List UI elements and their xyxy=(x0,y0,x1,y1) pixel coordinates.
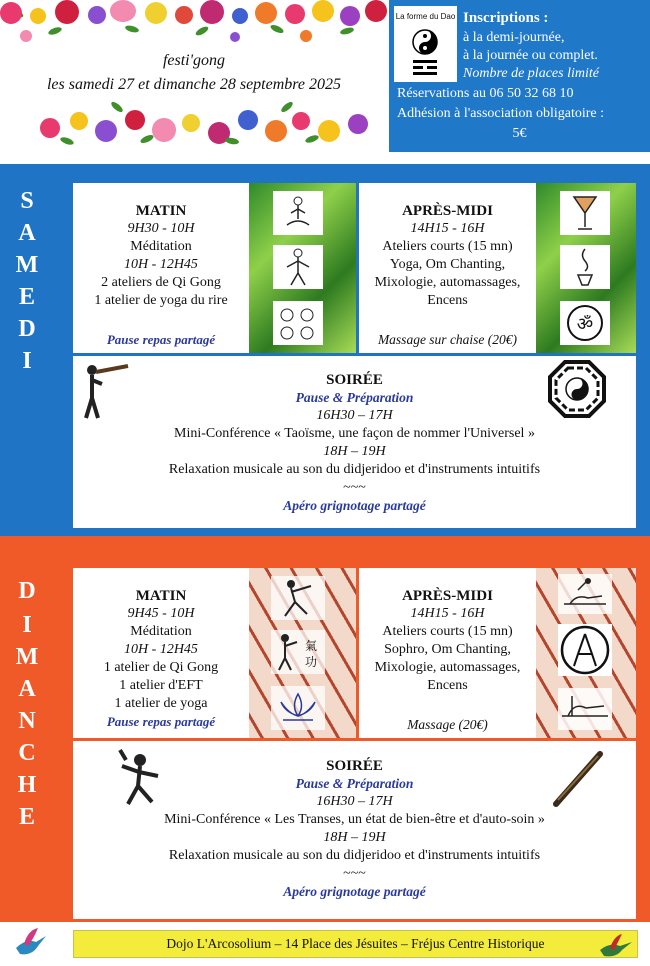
activity: 1 atelier d'EFT xyxy=(119,678,203,693)
apero-note: Apéro grignotage partagé xyxy=(283,498,426,513)
samedi-letter: E xyxy=(18,284,35,310)
activity: Ateliers courts (15 mn) xyxy=(382,624,513,639)
inscriptions-line: Nombre de places limité xyxy=(463,66,599,81)
soiree-title: SOIRÉE xyxy=(326,758,383,774)
matin-title: MATIN xyxy=(135,203,187,219)
dimanche-letter: C xyxy=(18,740,36,766)
massage-note: Massage (20€) xyxy=(407,717,488,732)
dimanche-letter: E xyxy=(18,804,35,830)
samedi-apres-midi-text xyxy=(359,202,536,310)
laughing-faces-icon xyxy=(273,301,323,345)
activity: Ateliers courts (15 mn) xyxy=(382,239,513,254)
dimanche-matin-images xyxy=(249,568,356,738)
activity: Yoga, Om Chanting, xyxy=(389,257,506,272)
logo-caption: La forme du Dao xyxy=(395,12,456,21)
inscriptions-title: Inscriptions : xyxy=(463,10,549,26)
venue-address: Dojo L'Arcosolium – 14 Place des Jésuites – Fréjus Centre Historique xyxy=(73,930,638,958)
time-slot: 10H - 12H45 xyxy=(124,257,198,272)
pause-repas-note: Pause repas partagé xyxy=(106,332,216,347)
time-slot: 18H – 19H xyxy=(323,830,386,845)
samedi-soiree-text xyxy=(73,371,636,515)
apres-midi-title: APRÈS-MIDI xyxy=(402,588,493,604)
activity: Mixologie, automassages, xyxy=(374,275,521,290)
samedi-letter: A xyxy=(18,220,36,246)
om-icon xyxy=(560,301,610,345)
samedi-matin-text xyxy=(73,202,249,310)
adhesion-text: Adhésion à l'association obligatoire : xyxy=(397,106,605,121)
massage-note: Massage sur chaise (20€) xyxy=(377,332,518,347)
dimanche-letter: D xyxy=(18,578,36,604)
activity: Méditation xyxy=(130,239,192,254)
dimanche-letter: A xyxy=(18,676,36,702)
dimanche-soiree-text xyxy=(73,757,636,901)
yin-yang-icon xyxy=(410,28,440,78)
relaxation-icon xyxy=(558,688,612,730)
prayer-hands-icon xyxy=(558,624,612,676)
conference-title: Mini-Conférence « Taoïsme, une façon de nommer l'Universel » xyxy=(174,426,535,441)
activity: Encens xyxy=(427,678,468,693)
event-name: festi'gong xyxy=(162,52,226,69)
dimanche-letter: N xyxy=(18,708,36,734)
inscriptions-line: à la journée ou complet. xyxy=(463,48,598,63)
time-slot: 14H15 - 16H xyxy=(410,221,485,236)
incense-icon xyxy=(560,245,610,289)
separator: ~~~ xyxy=(343,480,366,495)
svg-text:功: 功 xyxy=(304,655,318,669)
time-slot: 16H30 – 17H xyxy=(316,794,393,809)
dimanche-letter: H xyxy=(17,772,37,798)
logo xyxy=(394,6,457,82)
inscriptions-line: à la demi-journée, xyxy=(463,30,565,45)
conference-title: Mini-Conférence « Les Transes, un état de bien-être et d'auto-soin » xyxy=(164,812,545,827)
samedi-letter: M xyxy=(15,252,39,278)
time-slot: 10H - 12H45 xyxy=(124,642,198,657)
hummingbird-icon xyxy=(10,924,50,964)
apero-note: Apéro grignotage partagé xyxy=(283,884,426,899)
time-slot: 9H30 - 10H xyxy=(127,221,195,236)
dimanche-apres-midi-text xyxy=(359,587,536,695)
cocktail-icon xyxy=(560,191,610,235)
time-slot: 9H45 - 10H xyxy=(127,606,195,621)
apres-midi-title: APRÈS-MIDI xyxy=(402,203,493,219)
activity: Encens xyxy=(427,293,468,308)
matin-title: MATIN xyxy=(135,588,187,604)
pause-preparation: Pause & Préparation xyxy=(295,390,414,405)
qigong-images xyxy=(249,183,356,353)
svg-text:氣: 氣 xyxy=(304,639,318,653)
activity: Méditation xyxy=(130,624,192,639)
time-slot: 16H30 – 17H xyxy=(316,408,393,423)
time-slot: 14H15 - 16H xyxy=(410,606,485,621)
time-slot: 18H – 19H xyxy=(323,444,386,459)
activity: 1 atelier de yoga xyxy=(114,696,208,711)
activity: 2 ateliers de Qi Gong xyxy=(101,275,221,290)
pause-repas-note: Pause repas partagé xyxy=(106,714,216,729)
pause-preparation: Pause & Préparation xyxy=(295,776,414,791)
relaxation-activity: Relaxation musicale au son du didjeridoo et d'instruments intuitifs xyxy=(168,848,541,863)
afternoon-images xyxy=(536,183,636,353)
activity: 1 atelier de yoga du rire xyxy=(94,293,228,308)
massage-icon xyxy=(558,574,612,614)
dimanche-letter: I xyxy=(22,612,32,638)
relaxation-activity: Relaxation musicale au son du didjeridoo et d'instruments intuitifs xyxy=(168,462,541,477)
svg-text:ॐ: ॐ xyxy=(576,314,594,335)
activity: Mixologie, automassages, xyxy=(374,660,521,675)
separator: ~~~ xyxy=(343,866,366,881)
hummingbird-icon xyxy=(596,928,636,964)
activity: 1 atelier de Qi Gong xyxy=(103,660,219,675)
samedi-letter: D xyxy=(18,316,36,342)
activity: Sophro, Om Chanting, xyxy=(384,642,511,657)
samedi-letter: I xyxy=(22,348,32,374)
samedi-letter: S xyxy=(20,188,34,214)
martial-arts-icon xyxy=(271,576,325,620)
qigong-pose-icon xyxy=(273,245,323,289)
meditation-icon xyxy=(273,191,323,235)
lotus-icon xyxy=(271,686,325,730)
reservation-phone: Réservations au 06 50 32 68 10 xyxy=(397,86,574,101)
soiree-title: SOIRÉE xyxy=(326,372,383,388)
dimanche-apres-midi-images xyxy=(536,568,636,738)
dimanche-letter: M xyxy=(15,644,39,670)
dimanche-matin-text xyxy=(73,587,249,731)
adhesion-price: 5€ xyxy=(512,126,527,141)
event-dates: les samedi 27 et dimanche 28 septembre 2025 xyxy=(46,76,341,93)
qigong-calligraphy-icon xyxy=(271,630,325,674)
